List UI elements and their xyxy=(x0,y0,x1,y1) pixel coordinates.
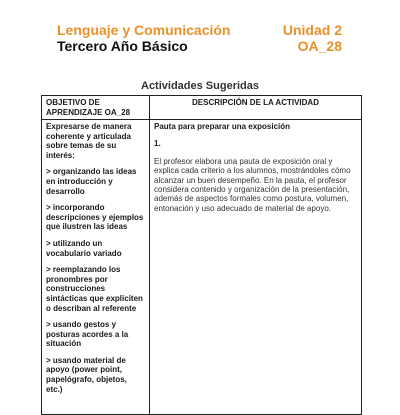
activity-number: 1. xyxy=(154,139,161,149)
header-left xyxy=(57,22,230,55)
objective-column-header: OBJETIVO DE APRENDIZAJE OA_28 xyxy=(42,96,150,120)
unit-label: Unidad 2 xyxy=(282,22,342,38)
activities-table xyxy=(41,95,362,415)
objective-item: > reemplazando los pronombres por construcciones sintácticas que expliciten o describan al referente xyxy=(46,265,143,313)
objective-item: > utilizando un vocabulario variado xyxy=(46,238,122,258)
objective-item: > usando material de apoyo (power point, papelógrafo, objetos, etc.) xyxy=(46,355,127,394)
activity-title: Pauta para preparar una exposición xyxy=(154,122,291,131)
subject-title: Lenguaje y Comunicación xyxy=(57,22,231,38)
grade-title: Tercero Año Básico xyxy=(57,38,188,54)
table-header-row xyxy=(42,96,362,120)
activity-description: El profesor elabora una pauta de exposición oral y explica cada criterio a los alumnos, mostrándoles cómo alcanzar un buen desempeño. En la pauta, el profesor considera contenido y organización de la presentación, además de aspectos formales como postura, volumen, entonación y uso adecuado de material de apoyo. xyxy=(154,156,351,213)
objective-item: > organizando las ideas en introducción y desarrollo xyxy=(46,167,137,196)
objective-cell xyxy=(42,120,150,415)
table-row xyxy=(42,120,362,415)
objective-intro: Expresarse de manera coherente y articulada sobre temas de su interés: xyxy=(46,122,132,160)
activity-column-header: DESCRIPCIÓN DE LA ACTIVIDAD xyxy=(150,96,362,120)
activity-cell xyxy=(150,120,362,415)
objective-item: > incorporando descripciones y ejemplos que ilustren las ideas xyxy=(46,203,144,232)
oa-label: OA_28 xyxy=(297,38,342,54)
header-right xyxy=(283,22,342,55)
objective-item: > usando gestos y posturas acordes a la situación xyxy=(46,320,129,349)
section-title: Actividades Sugeridas xyxy=(141,80,259,92)
